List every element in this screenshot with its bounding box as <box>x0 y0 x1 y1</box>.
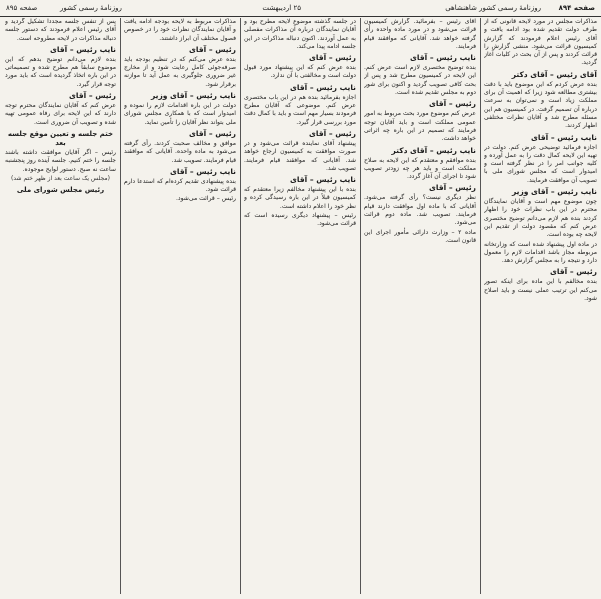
column-rule <box>120 18 121 594</box>
paragraph: چون موضوع مهم است و آقایان نمایندگان محترم در این باب نظرات خود را اظهار کردند بنده هم لازم می‌دانم توضیح مختصری عرض کنم که مقصود دولت از تقدیم این لایحه چه بوده است. <box>484 198 597 239</box>
paragraph: پیشنهاد آقای نماینده قرائت می‌شود و در صورت موافقت به کمیسیون ارجاع خواهد شد. آقایانی که موافقند قیام فرمایند. تصویب شد. <box>244 139 356 172</box>
paragraph: رئیس – اگر آقایان موافقت داشته باشند جلسه را ختم کنیم. جلسه آینده روز پنجشنبه ساعت نه صبح. دستور لوایح موجوده. <box>5 148 116 173</box>
paragraph: بنده با این پیشنهاد مخالفم زیرا معتقدم که کمیسیون قبلاً در این باره رسیدگی کرده و نظر خود را اعلام داشته است. <box>244 186 356 210</box>
speaker-heading: نایب رئیس – آقای <box>410 53 476 63</box>
speaker-heading: رئیس – آقای <box>550 267 597 277</box>
speaker-heading: نایب رئیس – آقای <box>290 175 356 185</box>
speaker-heading: رئیس – آقای <box>429 99 476 109</box>
column-3 <box>244 18 356 596</box>
column-rule <box>480 18 481 594</box>
paragraph: مذاکرات مربوط به لایحه بودجه ادامه یافت و آقایان نمایندگان نظرات خود را در خصوص فصول مختلف آن ابراز داشتند. <box>124 18 236 42</box>
column-rule <box>360 18 361 594</box>
paragraph: بنده مخالفم با این ماده برای اینکه تصور می‌کنم این ترتیب عملی نیست و باید اصلاح شود. <box>484 278 597 303</box>
column-2 <box>364 18 476 596</box>
paragraph: مذاکرات مجلس در مورد لایحه قانونی که از طرف دولت تقدیم شده بود ادامه یافت و آقای رئیس اعلام فرمودند که گزارش کمیسیون قرائت می‌شود. منشی گزارش را قرائت کردند و پس از آن بحث در کلیات آغاز گردید. <box>484 18 597 67</box>
speaker-heading: رئیس – آقای <box>69 91 116 101</box>
speaker-heading: نایب رئیس – آقای دکتر <box>391 145 476 155</box>
paragraph: اجازه بفرمائید بنده هم در این باب مختصری عرض کنم. موضوعی که آقایان مطرح فرمودند بسیار مهم است و باید با کمال دقت مورد بررسی قرار گیرد. <box>244 93 356 126</box>
paragraph: نظر دیگری نیست؟ رأی گرفته می‌شود. آقایانی که با ماده اول موافقت دارند قیام فرمایند. تصویب شد. ماده دوم قرائت می‌شود. <box>364 194 476 227</box>
left-page-title: روزنامهٔ رسمی کشور <box>60 4 122 12</box>
paragraph: اجازه فرمائید توضیحی عرض کنم. دولت در تهیه این لایحه کمال دقت را به عمل آورده و کلیه جوانب امر را در نظر گرفته است و امیدوار است که مجلس شورای ملی با تصویب آن موافقت فرمایند. <box>484 143 597 184</box>
paragraph: در جلسه گذشته موضوع لایحه مطرح بود و آقایان نمایندگان درباره آن مذاکرات مفصلی به عمل آوردند. اکنون دنباله مذاکرات در این جلسه ادامه پیدا می‌کند. <box>244 18 356 50</box>
paragraph: عرض کنم که آقایان نمایندگان محترم توجه دارند که این لایحه برای رفاه عمومی تهیه شده و تصویب آن ضروری است. <box>5 102 116 126</box>
paragraph: بنده عرض کنم که این پیشنهاد مورد قبول دولت است و مخالفتی با آن ندارد. <box>244 64 356 80</box>
paragraph: رئیس – پیشنهاد دیگری رسیده است که قرائت می‌شود. <box>244 212 356 228</box>
paragraph: دولت در این باره اقدامات لازم را نموده و امیدوار است که با همکاری مجلس شورای ملی بتواند نظر آقایان را تأمین نماید. <box>124 102 236 126</box>
paragraph: در ماده اول پیشنهاد شده است که وزارتخانه مربوطه مجاز باشد اقدامات لازم را معمول دارد و نتیجه را به مجلس گزارش دهد. <box>484 240 597 265</box>
speaker-heading: آقای رئیس – آقای دکتر <box>511 69 597 79</box>
left-page-number: صفحه ۸۹۵ <box>6 4 38 12</box>
speaker-heading: نایب رئیس – آقای وزیر <box>511 187 597 197</box>
right-page-title: روزنامهٔ رسمی کشور شاهنشاهی <box>445 4 541 12</box>
paragraph: عرض کنم موضوع مورد بحث مربوط به امور عمومی مملکت است و باید آقایان توجه فرمایند که تصمیم در این باره چه اثراتی خواهد داشت. <box>364 110 476 143</box>
section-title: ختم جلسه و تعیین موقع جلسه بعد <box>7 129 114 147</box>
column-5 <box>5 18 116 596</box>
speaker-heading: رئیس – آقای <box>309 128 356 138</box>
paragraph: موافق و مخالف صحبت کردند. رأی گرفته می‌شود به ماده واحده. آقایانی که موافقند قیام فرمایند. تصویب شد. <box>124 139 236 164</box>
speaker-heading: نایب رئیس – آقای وزیر <box>150 91 236 101</box>
paragraph: بنده عرض می‌کنم که در تنظیم بودجه باید صرفه‌جوئی کامل رعایت شود و از مخارج غیر ضروری جلوگیری به عمل آید تا موازنه برقرار شود. <box>124 55 236 88</box>
speaker-heading: نایب رئیس – آقای <box>170 166 236 176</box>
page-header <box>0 0 601 17</box>
speaker-heading: نایب رئیس – آقای <box>50 44 116 54</box>
speaker-heading: رئیس – آقای <box>429 183 476 193</box>
paragraph: ماده ۲ – وزارت دارائی مأمور اجرای این قانون است. <box>364 228 476 244</box>
paragraph: بنده عرض کردم که این موضوع باید با دقت بیشتری مطالعه شود زیرا که اهمیت آن برای مملکت زیاد است و نمی‌توان به سرعت درباره آن تصمیم گرفت. در کمیسیون هم این مسئله مطرح شد و آقایان نظرات مختلفی اظهار کردند. <box>484 80 597 130</box>
session-end-note: (مجلس یک ساعت بعد از ظهر ختم شد) <box>11 174 110 182</box>
paragraph: بنده پیشنهادی تقدیم کرده‌ام که استدعا دارم قرائت شود. <box>124 177 236 194</box>
speaker-heading: رئیس – آقای <box>309 53 356 63</box>
center-date: ۲۵ اردیبهشت <box>262 4 301 12</box>
paragraph: آقای رئیس – بفرمائید. گزارش کمیسیون قرائت می‌شود و در مورد ماده واحده رأی گرفته خواهد شد. آقایانی که موافقند قیام فرمایند. <box>364 18 476 50</box>
signature-line: رئیس مجلس شورای ملی <box>16 185 105 194</box>
speaker-heading: رئیس – آقای <box>189 44 236 54</box>
speaker-heading: نایب رئیس – آقای <box>531 132 597 142</box>
paragraph: بنده موافقم و معتقدم که این لایحه به صلاح مملکت است و باید هر چه زودتر تصویب شود تا اجرای آن آغاز گردد. <box>364 156 476 181</box>
paragraph: بنده توضیح مختصری لازم است عرض کنم. این لایحه در کمیسیون مطرح شد و پس از بحث کافی تصویب گردید و اکنون برای شور دوم به مجلس تقدیم شده است. <box>364 64 476 97</box>
right-page-number: صفحه ۸۹۴ <box>558 4 595 12</box>
paragraph: بنده لازم می‌دانم توضیح بدهم که این موضوع سابقاً هم مطرح شده و تصمیماتی در این باره اتخاذ گردیده است که باید مورد توجه قرار گیرد. <box>5 55 116 88</box>
column-1 <box>484 18 597 596</box>
paragraph: پس از تنفس جلسه مجدداً تشکیل گردید و آقای رئیس اعلام فرمودند که دستور جلسه دنباله مذاکرات در لایحه مطروحه است. <box>5 18 116 42</box>
paragraph: رئیس – قرائت می‌شود. <box>175 195 236 203</box>
speaker-heading: رئیس – آقای <box>189 128 236 138</box>
column-4 <box>124 18 236 596</box>
speaker-heading: نایب رئیس – آقای <box>290 82 356 92</box>
column-rule <box>240 18 241 594</box>
